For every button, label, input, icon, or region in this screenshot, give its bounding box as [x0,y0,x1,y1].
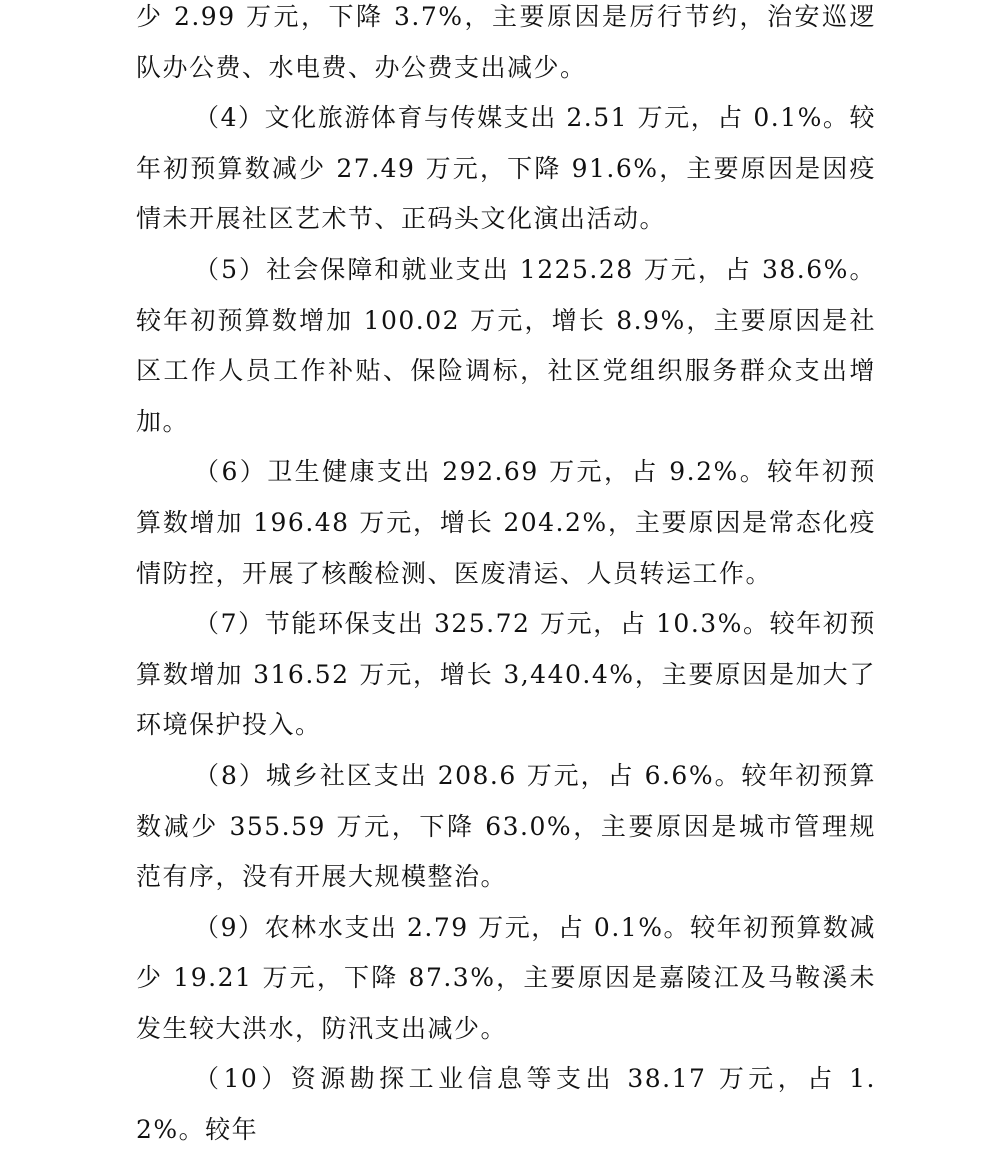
paragraph-item-5: （5）社会保障和就业支出 1225.28 万元，占 38.6%。较年初预算数增加 100.02 万元，增长 8.9%，主要原因是社区工作人员工作补贴、保险调标，社区党组织服务群众支出增加。 [136,254,876,436]
paragraph-item-6: （6）卫生健康支出 292.69 万元，占 9.2%。较年初预算数增加 196.48 万元，增长 204.2%，主要原因是常态化疫情防控，开展了核酸检测、医废清运、人员转运工作。 [136,457,876,588]
paragraph-item-4: （4）文化旅游体育与传媒支出 2.51 万元，占 0.1%。较年初预算数减少 27.49 万元，下降 91.6%，主要原因是因疫情未开展社区艺术节、正码头文化演出活动。 [136,103,876,234]
paragraph-item-9: （9）农林水支出 2.79 万元，占 0.1%。较年初预算数减少 19.21 万元，下降 87.3%，主要原因是嘉陵江及马鞍溪未发生较大洪水，防汛支出减少。 [136,912,876,1043]
paragraph-item-8: （8）城乡社区支出 208.6 万元，占 6.6%。较年初预算数减少 355.59 万元，下降 63.0%，主要原因是城市管理规范有序，没有开展大规模整治。 [136,760,876,892]
paragraph-item-10: （10）资源勘探工业信息等支出 38.17 万元，占 1.2%。较年 [136,1064,876,1145]
paragraph-item-7: （7）节能环保支出 325.72 万元，占 10.3%。较年初预算数增加 316.52 万元，增长 3,440.4%，主要原因是加大了环境保护投入。 [136,609,876,740]
document-body [136,0,876,1156]
paragraph-continuation: 少 2.99 万元，下降 3.7%，主要原因是厉行节约，治安巡逻队办公费、水电费、办公费支出减少。 [136,2,876,82]
